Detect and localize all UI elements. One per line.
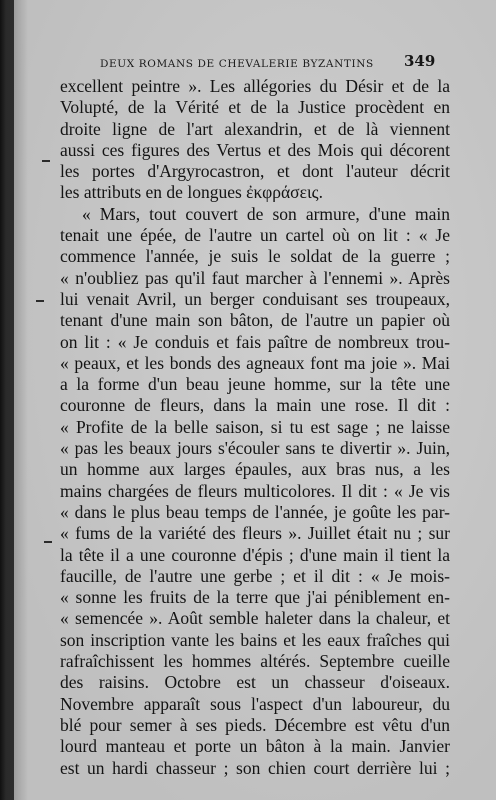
text-line: « Mars, tout couvert de son armure, d'une main [82, 203, 450, 224]
text-line: « dans le plus beau temps de l'année, je goûte les par- [60, 501, 450, 522]
text-line: couronne de fleurs, dans la main une rose. Il dit : [60, 395, 450, 416]
margin-mark [42, 160, 50, 162]
text-line: les attributs en de longues ἐκφράσεις. [60, 182, 323, 203]
text-line: lourd manteau et porte un bâton à la main. Janvier [60, 736, 450, 757]
text-line: les portes d'Argyrocastron, et dont l'auteur décrit [60, 161, 450, 182]
text-line: aussi ces figures des Vertus et des Mois qui décorent [60, 139, 450, 160]
paragraph [60, 76, 450, 204]
text-line: Volupté, de la Vérité et de la Justice procèdent en [60, 97, 450, 118]
page-number: 349 [404, 52, 436, 70]
text-line: « peaux, et les bonds des agneaux font ma joie ». Mai [60, 352, 450, 373]
text-line: « pas les beaux jours s'écouler sans te divertir ». Juin, [60, 438, 450, 459]
body-text [60, 76, 450, 779]
text-line: tenant d'une main son bâton, de l'autre un papier où [60, 310, 450, 331]
text-line: on lit : « Je conduis et fais paître de nombreux trou- [60, 331, 450, 352]
text-line: faucille, de l'autre une gerbe ; et il dit : « Je mois- [60, 565, 450, 586]
running-head: DEUX ROMANS DE CHEVALERIE BYZANTINS [100, 58, 374, 70]
margin-mark [44, 541, 52, 543]
text-line: la tête il a une couronne d'épis ; d'une main il tient la [60, 544, 450, 565]
text-line: « sonne les fruits de la terre que j'ai péniblement en- [60, 587, 450, 608]
text-line: des raisins. Octobre est un chasseur d'oiseaux. [60, 672, 450, 693]
paragraph [60, 204, 450, 779]
text-line: son inscription vante les bains et les eaux fraîches qui [60, 629, 450, 650]
text-line: rafraîchissent les hommes altérés. Septembre cueille [60, 651, 450, 672]
text-line: Novembre apparaît sous l'aspect d'un laboureur, du [60, 693, 450, 714]
text-line: « semencée ». Août semble haleter dans la chaleur, et [60, 608, 450, 629]
text-line: mains chargées de fleurs multicolores. Il dit : « Je vis [60, 480, 450, 501]
text-line: « n'oubliez pas qu'il faut marcher à l'ennemi ». Après [60, 267, 450, 288]
book-page [14, 0, 496, 800]
text-line: droite ligne de l'art alexandrin, et de là viennent [60, 118, 450, 139]
text-line: tenait une épée, de l'autre un cartel où on lit : « Je [60, 225, 450, 246]
text-line: commence l'année, je suis le soldat de la guerre ; [60, 246, 450, 267]
margin-mark [36, 300, 44, 302]
text-line: excellent peintre ». Les allégories du Désir et de la [60, 76, 450, 96]
text-line: « Profite de la belle saison, si tu est sage ; ne laisse [60, 416, 450, 437]
text-line: blé pour semer à ses pieds. Décembre est vêtu d'un [60, 714, 450, 735]
text-line: « fums de la variété des fleurs ». Juillet était nu ; sur [60, 523, 450, 544]
text-line: lui venait Avril, un berger conduisant ses troupeaux, [60, 288, 450, 309]
text-line: un homme aux larges épaules, aux bras nus, a les [60, 459, 450, 480]
text-line: est un hardi chasseur ; son chien court derrière lui ; [60, 757, 450, 778]
text-line: a la forme d'un beau jeune homme, sur la tête une [60, 374, 450, 395]
